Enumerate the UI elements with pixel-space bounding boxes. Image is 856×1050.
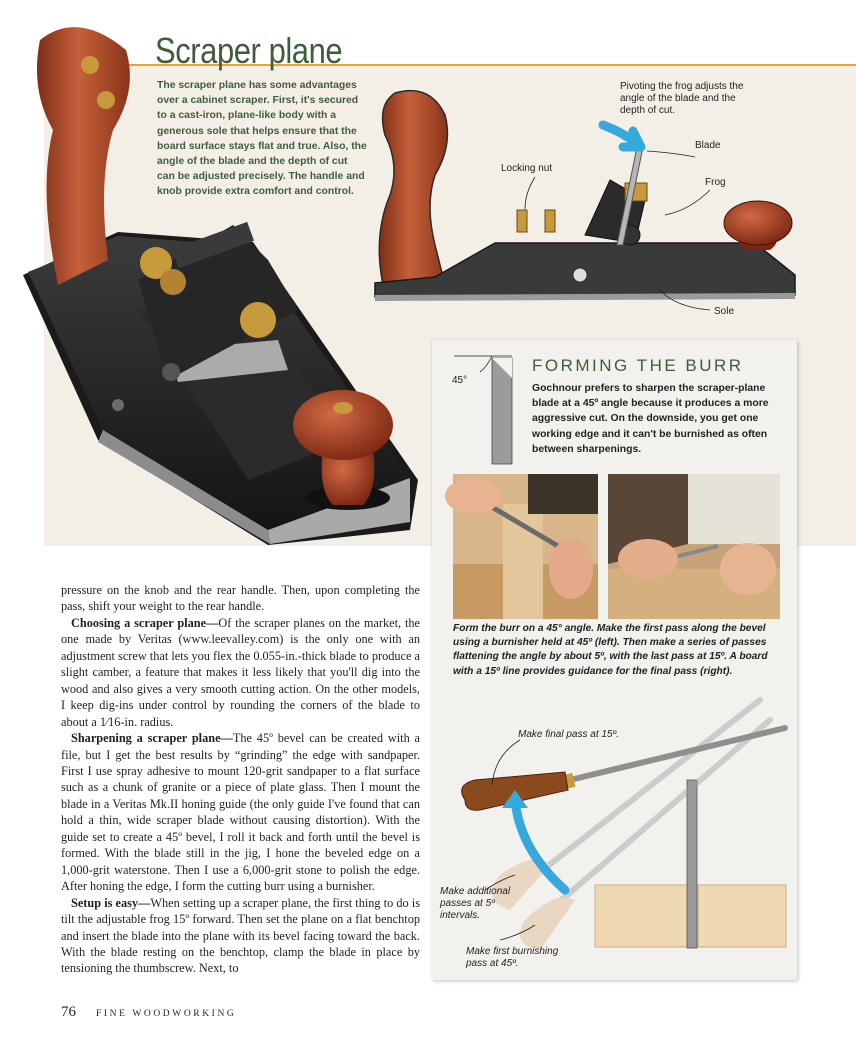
- run-in-heading: Setup is easy—: [71, 895, 151, 910]
- magazine-name: FINE WOODWORKING: [96, 1009, 237, 1019]
- final-pass-label: Make final pass at 15º.: [518, 729, 619, 740]
- paragraph: [61, 730, 420, 895]
- blade-bevel-icon: [452, 354, 522, 466]
- run-in-heading: Choosing a scraper plane—: [71, 615, 219, 630]
- burr-title: FORMING THE BURR: [532, 356, 744, 375]
- caption-lead: Form the burr on a 45° angle.: [453, 623, 595, 634]
- page-number: 76: [61, 1004, 76, 1020]
- burnisher-angles-diagram: [440, 680, 790, 970]
- frog-callout-label: Pivoting the frog adjusts the angle of the blade and the depth of cut.: [620, 81, 744, 116]
- caption-text: Make the first pass along the bevel using a burnisher held at 45º (left). Then make a series of passes flattening the angle by about 5º, with the last pass at 15º. A board with a 15º line provides guidance for the final pass (right).: [453, 623, 768, 677]
- intro-text: The scraper plane has some advantages over a cabinet scraper. First, it's secured to a cast-iron, plane-like body with a generous sole that helps ensure that the board surface stays flat and true. Also, the angle of the blade and the depth of cut can be adjusted precisely. The handle and knob provide extra comfort and control.: [157, 80, 367, 198]
- run-in-heading: Sharpening a scraper plane—: [71, 731, 233, 746]
- photo-caption: [453, 622, 785, 679]
- additional-passes-label: Make additional passes at 5º intervals.: [440, 886, 511, 921]
- page-title: Scraper plane: [155, 30, 343, 71]
- locking-nut-label: Locking nut: [501, 163, 553, 174]
- scraper-plane-photo: [18, 10, 428, 555]
- burr-text: Gochnour prefers to sharpen the scraper-plane blade at a 45º angle because it produces a more aggressive cut. On the downside, you get one working edge and it can't be burnished as often between sharpenings.: [532, 383, 769, 455]
- paragraph-text: The 45º bevel can be created with a file, but I get the best results by “grinding” the edge with sandpaper. First I use spray adhesive to mount 120-grit sandpaper to a flat surface such as a chunk of granite or a piece of plate glass. Then I mount the blade in a Veritas Mk.II honing guide (the only guide I've found that can hold a thin, wide scraper blade without causing distortion). With the guide set to create a 45º bevel, I roll it back and forth until the bevel is formed. With the blade still in the jig, I hone the beveled edge on a 1,000-grit waterstone. Then I use a 6,000-grit stone to polish the edge. After honing the edge, I form the cutting burr using a burnisher.: [61, 731, 421, 894]
- plane-cross-section-diagram: [375, 85, 805, 315]
- blade-label: Blade: [695, 140, 721, 151]
- angle-45-label: 45°: [452, 375, 468, 386]
- paragraph: [61, 895, 420, 977]
- paragraph-text: When setting up a scraper plane, the first thing to do is tilt the adjustable frog 15º forward. Then set the plane on a flat benchtop and insert the blade into the plane with its bevel facing toward the back. With the blade resting on the benchtop, clamp the blade in place by tensioning the thumbscrew. Next, to: [61, 895, 420, 976]
- first-pass-label: Make first burnishing pass at 45º.: [466, 946, 559, 969]
- sole-label: Sole: [714, 306, 735, 317]
- burnishing-photo-right: [608, 474, 780, 619]
- paragraph-text: Of the scraper planes on the market, the one made by Veritas (www.leevalley.com) is the only one with an adjustment screw that lets you flex the 0.055-in.-thick blade to produce a slight camber, a feature that makes it less likely that you'll dig into the wood and also gives a very smooth cutting action. On the other models, I keep dig-ins under control by rounding the corners of the blade to about a 1⁄16-in. radius.: [61, 615, 420, 729]
- paragraph: pressure on the knob and the rear handle. Then, upon completing the pass, shift your weight to the rear handle.: [61, 583, 420, 614]
- frog-label: Frog: [705, 177, 726, 188]
- paragraph: [61, 615, 420, 730]
- burnishing-photo-left: [453, 474, 598, 619]
- article-body: [61, 582, 420, 977]
